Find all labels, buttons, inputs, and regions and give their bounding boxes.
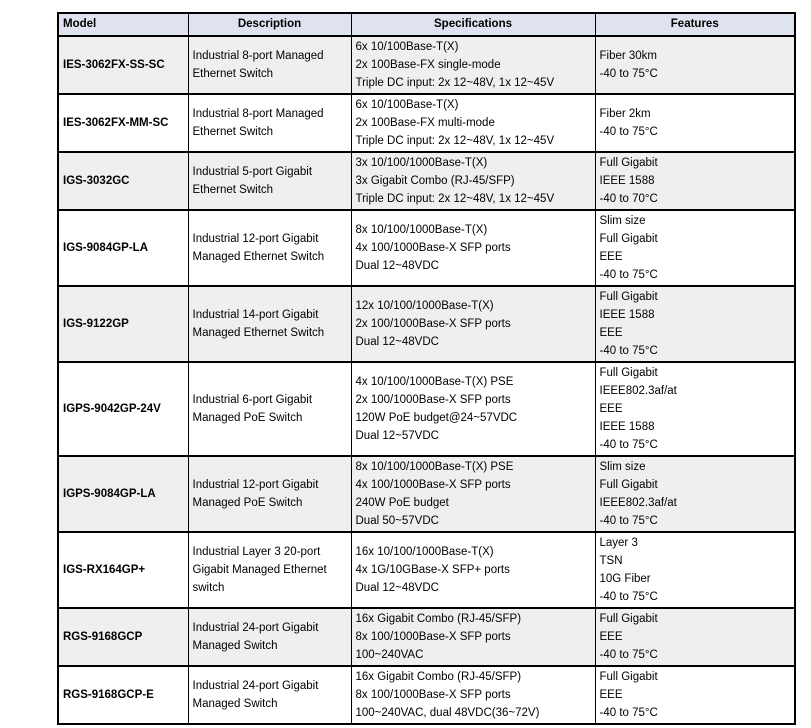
feature-line: -40 to 75°C: [599, 707, 658, 719]
description-cell: Industrial 12-port Gigabit Managed Ethernet Switch: [188, 210, 351, 286]
feature-line: -40 to 75°C: [599, 649, 658, 661]
feature-line: EEE: [599, 403, 623, 415]
table-row: [58, 608, 795, 666]
specifications-cell: [351, 532, 595, 608]
spec-line: 16x Gigabit Combo (RJ-45/SFP): [355, 613, 522, 625]
specifications-cell: [351, 362, 595, 456]
feature-line: -40 to 70°C: [599, 193, 658, 205]
feature-line: IEEE 1588: [599, 421, 655, 433]
spec-line: 240W PoE budget: [355, 497, 449, 509]
spec-line: Triple DC input: 2x 12~48V, 1x 12~45V: [355, 193, 555, 205]
feature-line: Fiber 30km: [599, 50, 658, 62]
feature-line: Full Gigabit: [599, 157, 658, 169]
feature-line: Full Gigabit: [599, 671, 658, 683]
feature-line: EEE: [599, 689, 623, 701]
spec-line: Dual 12~48VDC: [355, 260, 439, 272]
header-row: [58, 13, 795, 36]
feature-line: -40 to 75°C: [599, 68, 658, 80]
description-cell: Industrial 24-port Gigabit Managed Switch: [188, 608, 351, 666]
feature-line: -40 to 75°C: [599, 269, 658, 281]
feature-line: Full Gigabit: [599, 291, 658, 303]
feature-line: EEE: [599, 327, 623, 339]
table-row: [58, 94, 795, 152]
spec-line: Dual 12~57VDC: [355, 430, 439, 442]
feature-line: Full Gigabit: [599, 613, 658, 625]
feature-line: -40 to 75°C: [599, 126, 658, 138]
features-cell: [595, 36, 795, 94]
specifications-cell: [351, 456, 595, 532]
table-row: [58, 152, 795, 210]
feature-line: Full Gigabit: [599, 233, 658, 245]
feature-line: IEEE 1588: [599, 309, 655, 321]
model-cell: IGPS-9042GP-24V: [58, 362, 188, 456]
description-cell: Industrial 8-port Managed Ethernet Switch: [188, 36, 351, 94]
description-cell: Industrial 8-port Managed Ethernet Switch: [188, 94, 351, 152]
specifications-cell: [351, 36, 595, 94]
spec-line: 100~240VAC, dual 48VDC(36~72V): [355, 707, 540, 719]
feature-line: IEEE802.3af/at: [599, 497, 677, 509]
spec-line: 16x Gigabit Combo (RJ-45/SFP): [355, 671, 522, 683]
spec-line: Dual 12~48VDC: [355, 336, 439, 348]
spec-line: 8x 10/100/1000Base-T(X): [355, 224, 488, 236]
column-header-description: Description: [188, 13, 351, 36]
model-cell: IGS-9084GP-LA: [58, 210, 188, 286]
table-row: [58, 286, 795, 362]
features-cell: [595, 666, 795, 724]
table-row: [58, 666, 795, 724]
spec-line: 6x 10/100Base-T(X): [355, 99, 459, 111]
features-cell: [595, 362, 795, 456]
spec-line: 4x 10/100/1000Base-T(X) PSE: [355, 376, 514, 388]
model-cell: IES-3062FX-SS-SC: [58, 36, 188, 94]
specifications-cell: [351, 210, 595, 286]
spec-line: 8x 100/1000Base-X SFP ports: [355, 631, 511, 643]
spec-line: 8x 100/1000Base-X SFP ports: [355, 689, 511, 701]
description-cell: Industrial 24-port Gigabit Managed Switch: [188, 666, 351, 724]
feature-line: Full Gigabit: [599, 367, 658, 379]
spec-line: 2x 100/1000Base-X SFP ports: [355, 318, 511, 330]
spec-line: 8x 10/100/1000Base-T(X) PSE: [355, 461, 514, 473]
table-row: [58, 36, 795, 94]
table-row: [58, 362, 795, 456]
feature-line: 10G Fiber: [599, 573, 651, 585]
model-cell: IES-3062FX-MM-SC: [58, 94, 188, 152]
specifications-cell: [351, 286, 595, 362]
spec-line: 3x Gigabit Combo (RJ-45/SFP): [355, 175, 515, 187]
spec-line: 2x 100Base-FX multi-mode: [355, 117, 495, 129]
switch-product-table: [57, 12, 796, 725]
feature-line: TSN: [599, 555, 623, 567]
feature-line: Full Gigabit: [599, 479, 658, 491]
table-row: [58, 456, 795, 532]
spec-line: Triple DC input: 2x 12~48V, 1x 12~45V: [355, 77, 555, 89]
feature-line: Slim size: [599, 461, 646, 473]
description-cell: Industrial 12-port Gigabit Managed PoE Switch: [188, 456, 351, 532]
spec-line: 2x 100/1000Base-X SFP ports: [355, 394, 511, 406]
specifications-cell: [351, 666, 595, 724]
features-cell: [595, 152, 795, 210]
spec-line: Triple DC input: 2x 12~48V, 1x 12~45V: [355, 135, 555, 147]
model-cell: IGS-9122GP: [58, 286, 188, 362]
feature-line: EEE: [599, 631, 623, 643]
column-header-model: Model: [58, 13, 188, 36]
feature-line: -40 to 75°C: [599, 345, 658, 357]
spec-line: 100~240VAC: [355, 649, 424, 661]
feature-line: Slim size: [599, 215, 646, 227]
features-cell: [595, 532, 795, 608]
features-cell: [595, 210, 795, 286]
table-row: [58, 210, 795, 286]
column-header-specifications: Specifications: [351, 13, 595, 36]
features-cell: [595, 94, 795, 152]
feature-line: -40 to 75°C: [599, 439, 658, 451]
feature-line: EEE: [599, 251, 623, 263]
model-cell: IGS-3032GC: [58, 152, 188, 210]
features-cell: [595, 456, 795, 532]
feature-line: -40 to 75°C: [599, 515, 658, 527]
feature-line: Layer 3: [599, 537, 638, 549]
features-cell: [595, 608, 795, 666]
description-cell: Industrial 5-port Gigabit Ethernet Switch: [188, 152, 351, 210]
spec-line: 120W PoE budget@24~57VDC: [355, 412, 518, 424]
spec-line: 2x 100Base-FX single-mode: [355, 59, 501, 71]
description-cell: Industrial 6-port Gigabit Managed PoE Switch: [188, 362, 351, 456]
spec-line: 4x 100/1000Base-X SFP ports: [355, 479, 511, 491]
feature-line: IEEE 1588: [599, 175, 655, 187]
spec-line: Dual 12~48VDC: [355, 582, 439, 594]
spec-line: 3x 10/100/1000Base-T(X): [355, 157, 488, 169]
spec-line: 4x 100/1000Base-X SFP ports: [355, 242, 511, 254]
spec-line: 12x 10/100/1000Base-T(X): [355, 300, 494, 312]
spec-line: 16x 10/100/1000Base-T(X): [355, 546, 494, 558]
spec-line: 6x 10/100Base-T(X): [355, 41, 459, 53]
feature-line: -40 to 75°C: [599, 591, 658, 603]
model-cell: IGPS-9084GP-LA: [58, 456, 188, 532]
column-header-features: Features: [595, 13, 795, 36]
model-cell: RGS-9168GCP: [58, 608, 188, 666]
spec-line: Dual 50~57VDC: [355, 515, 439, 527]
feature-line: Fiber 2km: [599, 108, 651, 120]
model-cell: RGS-9168GCP-E: [58, 666, 188, 724]
features-cell: [595, 286, 795, 362]
description-cell: Industrial Layer 3 20-port Gigabit Managed Ethernet switch: [188, 532, 351, 608]
specifications-cell: [351, 94, 595, 152]
spec-line: 4x 1G/10GBase-X SFP+ ports: [355, 564, 510, 576]
table-row: [58, 532, 795, 608]
feature-line: IEEE802.3af/at: [599, 385, 677, 397]
specifications-cell: [351, 608, 595, 666]
description-cell: Industrial 14-port Gigabit Managed Ethernet Switch: [188, 286, 351, 362]
model-cell: IGS-RX164GP+: [58, 532, 188, 608]
specifications-cell: [351, 152, 595, 210]
